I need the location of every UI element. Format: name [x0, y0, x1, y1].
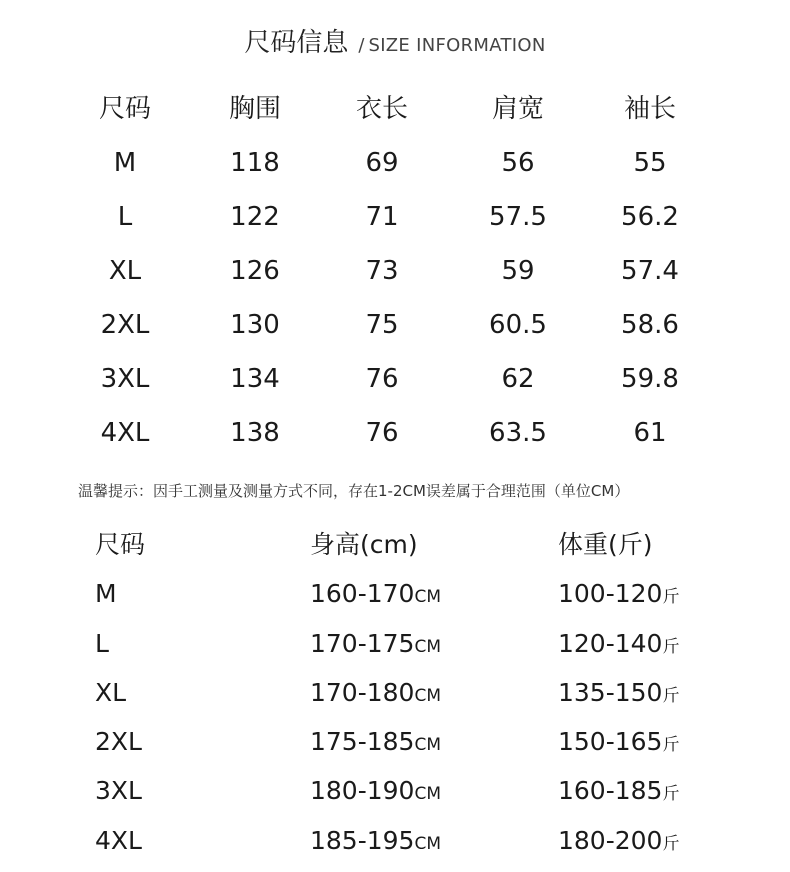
- table-row: [0, 569, 790, 618]
- weight-cell: [558, 619, 679, 668]
- sleeve-cell: 55: [633, 148, 667, 178]
- weight-unit: 斤: [662, 735, 680, 756]
- shoulder-cell: 62: [501, 364, 535, 394]
- length-cell: 71: [365, 202, 399, 232]
- chest-cell: 118: [230, 148, 280, 178]
- size-cell: 3XL: [100, 364, 150, 394]
- title-english: SIZE INFORMATION: [368, 35, 546, 56]
- height-cell: [310, 816, 441, 865]
- size-cell: 4XL: [95, 825, 142, 855]
- measurement-note: 温馨提示：因手工测量及测量方式不同，存在1-2CM误差属于合理范围（单位CM）: [78, 482, 630, 500]
- length-cell: 76: [365, 418, 399, 448]
- height-range: 170-175: [310, 628, 415, 658]
- page-title: [0, 22, 790, 59]
- table-row: [0, 190, 790, 244]
- height-cell: [310, 717, 441, 766]
- title-chinese: 尺码信息: [244, 28, 349, 58]
- table-row: [0, 619, 790, 668]
- weight-cell: [558, 717, 679, 766]
- header-length: 衣长: [355, 94, 408, 124]
- table-header-row: [0, 520, 790, 569]
- weight-unit: 斤: [662, 685, 680, 706]
- table-row: [0, 668, 790, 717]
- weight-range: 160-185: [558, 776, 663, 806]
- size-cell: 3XL: [95, 776, 142, 806]
- table-row: [0, 244, 790, 298]
- size-cell: 2XL: [95, 727, 142, 757]
- size-cell: 2XL: [100, 310, 150, 340]
- sleeve-cell: 61: [633, 418, 667, 448]
- weight-cell: [558, 816, 679, 865]
- height-range: 170-180: [310, 677, 415, 707]
- weight-cell: [558, 766, 679, 815]
- height-cell: [310, 569, 441, 618]
- height-unit: CM: [414, 685, 442, 706]
- size-cell: L: [95, 628, 109, 658]
- shoulder-cell: 63.5: [489, 418, 547, 448]
- sleeve-cell: 59.8: [621, 364, 679, 394]
- table-row: [0, 406, 790, 460]
- table-row: [0, 136, 790, 190]
- header-weight: 体重(斤): [558, 530, 653, 559]
- shoulder-cell: 56: [501, 148, 535, 178]
- header-chest: 胸围: [228, 94, 281, 124]
- shoulder-cell: 59: [501, 256, 535, 286]
- header-size: 尺码: [95, 530, 146, 559]
- table-row: [0, 717, 790, 766]
- shoulder-cell: 57.5: [489, 202, 547, 232]
- chest-cell: 130: [230, 310, 280, 340]
- weight-range: 180-200: [558, 825, 663, 855]
- size-cell: 4XL: [100, 418, 150, 448]
- sleeve-cell: 58.6: [621, 310, 679, 340]
- table-header-row: [0, 82, 790, 136]
- table-row: [0, 352, 790, 406]
- height-range: 180-190: [310, 776, 415, 806]
- sleeve-cell: 57.4: [621, 256, 679, 286]
- weight-unit: 斤: [662, 784, 680, 805]
- weight-unit: 斤: [662, 833, 680, 854]
- shoulder-cell: 60.5: [489, 310, 547, 340]
- size-recommendation-table: [0, 520, 790, 865]
- size-measurement-table: [0, 82, 790, 460]
- header-sleeve: 袖长: [623, 94, 676, 124]
- weight-range: 150-165: [558, 727, 663, 757]
- table-row: [0, 298, 790, 352]
- height-unit: CM: [414, 833, 442, 854]
- header-size: 尺码: [98, 94, 151, 124]
- chest-cell: 134: [230, 364, 280, 394]
- weight-cell: [558, 569, 679, 618]
- size-cell: XL: [95, 677, 127, 707]
- weight-range: 120-140: [558, 628, 663, 658]
- height-cell: [310, 668, 441, 717]
- weight-range: 135-150: [558, 677, 663, 707]
- height-cell: [310, 766, 441, 815]
- size-cell: M: [95, 579, 117, 609]
- height-range: 160-170: [310, 579, 415, 609]
- weight-cell: [558, 668, 679, 717]
- header-height: 身高(cm): [310, 530, 418, 559]
- chest-cell: 138: [230, 418, 280, 448]
- height-unit: CM: [414, 587, 442, 608]
- height-range: 175-185: [310, 727, 415, 757]
- weight-unit: 斤: [662, 587, 680, 608]
- title-separator: /: [358, 35, 365, 56]
- table-row: [0, 766, 790, 815]
- height-unit: CM: [414, 784, 442, 805]
- length-cell: 75: [365, 310, 399, 340]
- length-cell: 76: [365, 364, 399, 394]
- length-cell: 73: [365, 256, 399, 286]
- chest-cell: 122: [230, 202, 280, 232]
- header-shoulder: 肩宽: [491, 94, 544, 124]
- height-unit: CM: [414, 735, 442, 756]
- weight-unit: 斤: [662, 636, 680, 657]
- size-cell: M: [113, 148, 137, 178]
- weight-range: 100-120: [558, 579, 663, 609]
- height-range: 185-195: [310, 825, 415, 855]
- size-cell: L: [117, 202, 133, 232]
- height-cell: [310, 619, 441, 668]
- length-cell: 69: [365, 148, 399, 178]
- size-cell: XL: [108, 256, 142, 286]
- sleeve-cell: 56.2: [621, 202, 679, 232]
- height-unit: CM: [414, 636, 442, 657]
- table-row: [0, 816, 790, 865]
- chest-cell: 126: [230, 256, 280, 286]
